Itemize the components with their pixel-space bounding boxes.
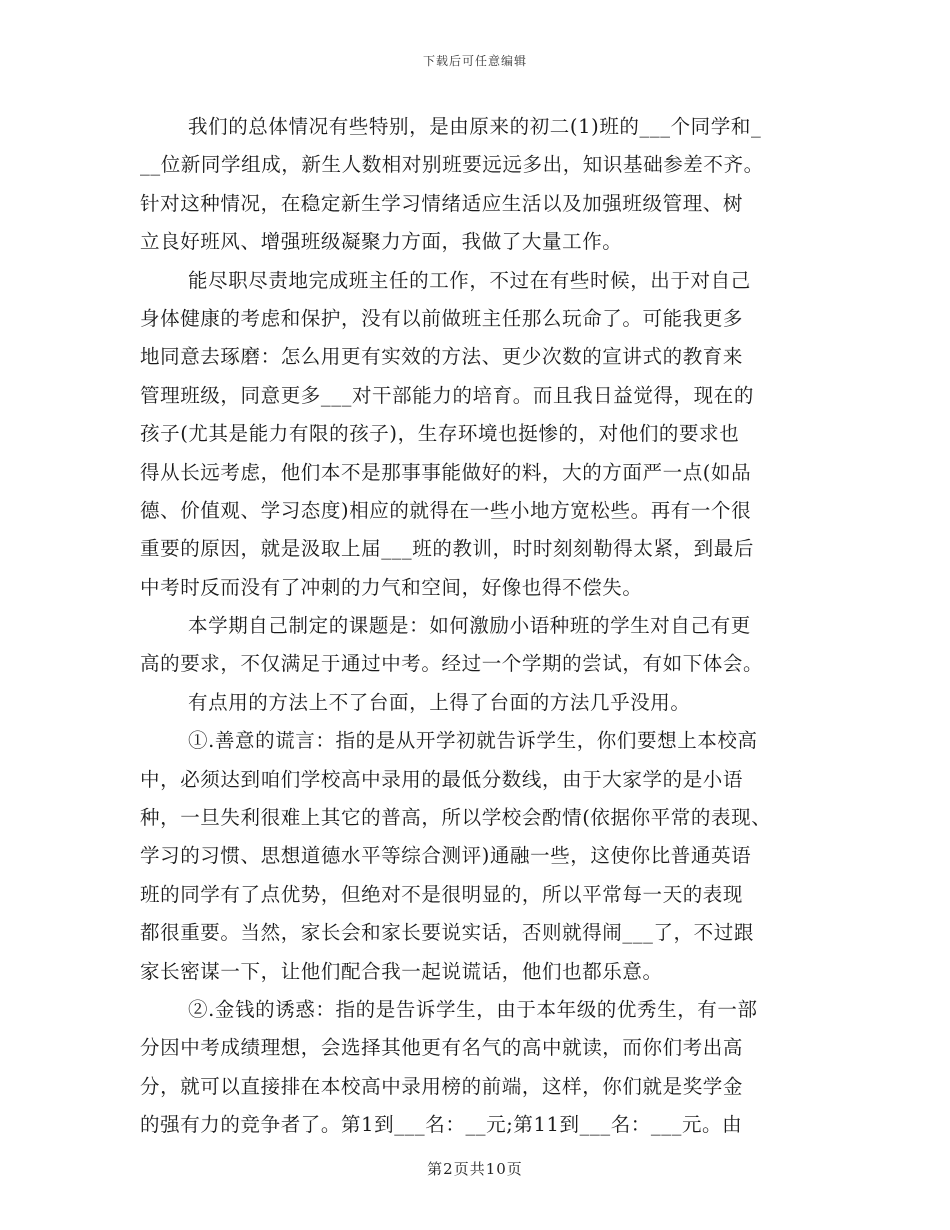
paragraph-line: 班的同学有了点优势，但绝对不是很明显的，所以平常每一天的表现 xyxy=(140,882,744,906)
paragraph-line: 的强有力的竞争者了。第1到___名：__元;第11到___名：___元。由 xyxy=(140,1113,743,1137)
paragraph-first-line: 我们的总体情况有些特别，是由原来的初二(1)班的___个同学和_ xyxy=(188,115,762,138)
paragraph-line: 家长密谋一下，让他们配合我一起说谎话，他们也都乐意。 xyxy=(140,959,663,983)
paragraph-first-line: 能尽职尽责地完成班主任的工作，不过在有些时候，出于对自己 xyxy=(188,268,751,292)
paragraph-first-line: 本学期自己制定的课题是：如何激励小语种班的学生对自己有更 xyxy=(188,614,751,638)
paragraph-line: 分因中考成绩理想，会选择其他更有名气的高中就读，而你们考出高 xyxy=(140,1036,744,1060)
page-number: 第2页共10页 xyxy=(427,1160,523,1178)
paragraph-line: 中，必须达到咱们学校高中录用的最低分数线，由于大家学的是小语 xyxy=(140,767,744,791)
paragraph-line: 得从长远考虑，他们本不是那事事能做好的料，大的方面严一点(如品 xyxy=(140,460,752,484)
paragraph-first-line: ②.金钱的诱惑：指的是告诉学生，由于本年级的优秀生，有一部 xyxy=(188,997,758,1021)
page-header: 下载后可任意编辑 xyxy=(422,54,527,68)
paragraph-first-line: ①.善意的谎言：指的是从开学初就告诉学生，你们要想上本校高 xyxy=(188,729,758,753)
paragraph-line: 德、价值观、学习态度)相应的就得在一些小地方宽松些。再有一个很 xyxy=(140,498,752,522)
paragraph-line: 立良好班风、增强班级凝聚力方面，我做了大量工作。 xyxy=(140,230,623,254)
paragraph-line: __位新同学组成，新生人数相对别班要远远多出，知识基础参差不齐。 xyxy=(140,153,764,177)
paragraph-line: 高的要求，不仅满足于通过中考。经过一个学期的尝试，有如下体会。 xyxy=(140,652,764,676)
paragraph-line: 种，一旦失利很难上其它的普高，所以学校会酌情(依据你平常的表现、 xyxy=(140,806,772,830)
paragraph-line: 管理班级，同意更多___对干部能力的培育。而且我日益觉得，现在的 xyxy=(140,383,754,407)
paragraph-line: 孩子(尤其是能力有限的孩子)，生存环境也挺惨的，对他们的要求也 xyxy=(140,422,740,446)
paragraph-line: 学习的习惯、思想道德水平等综合测评)通融一些，这使你比普通英语 xyxy=(140,844,752,868)
paragraph-line: 针对这种情况，在稳定新生学习情绪适应生活以及加强班级管理、树 xyxy=(140,191,744,215)
paragraph-line: 分，就可以直接排在本校高中录用榜的前端，这样，你们就是奖学金 xyxy=(140,1074,744,1098)
paragraph-line: 中考时反而没有了冲刺的力气和空间，好像也得不偿失。 xyxy=(140,575,643,599)
paragraph-line: 重要的原因，就是汲取上届___班的教训，时时刻刻勒得太紧，到最后 xyxy=(140,537,754,561)
paragraph-line: 都很重要。当然，家长会和家长要说实话，否则就得闹___了，不过跟 xyxy=(140,921,754,945)
paragraph-first-line: 有点用的方法上不了台面，上得了台面的方法几乎没用。 xyxy=(188,690,691,714)
paragraph-line: 身体健康的考虑和保护，没有以前做班主任那么玩命了。可能我更多 xyxy=(140,306,744,330)
document-body xyxy=(140,108,812,1145)
paragraph-line: 地同意去琢磨：怎么用更有实效的方法、更少次数的宣讲式的教育来 xyxy=(140,345,744,369)
